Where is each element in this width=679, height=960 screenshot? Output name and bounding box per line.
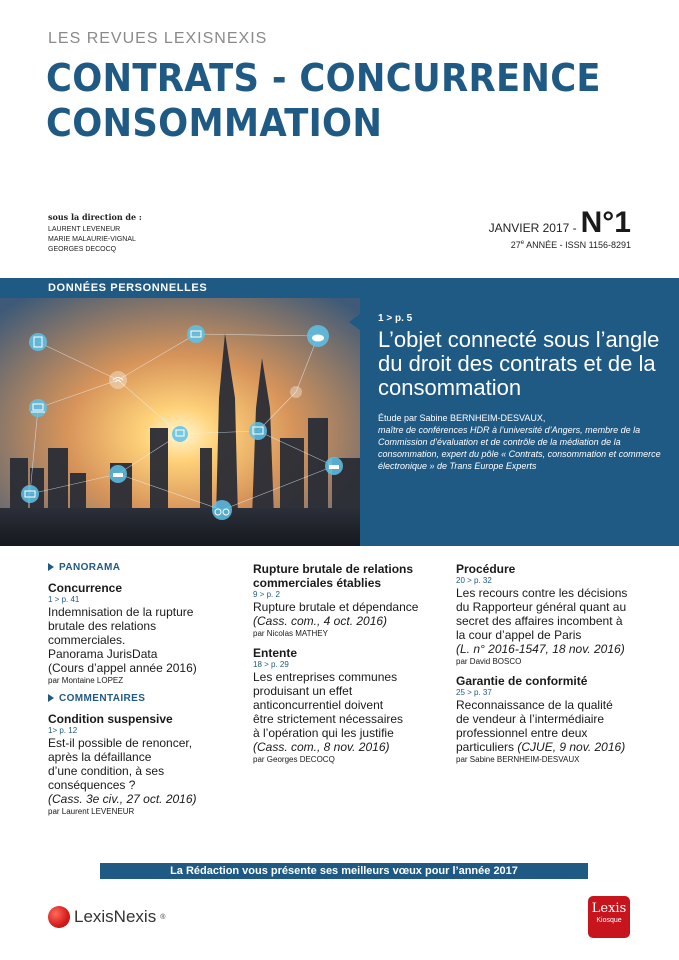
director-name: GEORGES DECOCQ xyxy=(48,246,117,253)
series-name: LES REVUES LEXISNEXIS xyxy=(48,30,268,47)
printer-icon xyxy=(21,485,39,503)
wifi-icon xyxy=(109,371,127,389)
article-text-line: Panorama JurisData xyxy=(48,647,158,661)
article-page-ref: 1 > p. 41 xyxy=(48,595,80,604)
issue-year-issn: 27e ANNÉE - ISSN 1156-8291 xyxy=(510,240,631,250)
article-author: par Montaine LOPEZ xyxy=(48,676,124,685)
feature-title: L’objet connecté sous l’angle du droit des contrats et de la consommation xyxy=(378,327,660,400)
article-citation: (L. n° 2016-1547, 18 nov. 2016) xyxy=(456,642,625,656)
article-text-line: d’une condition, à ses xyxy=(48,764,165,778)
article-text-line: Reconnaissance de la qualité xyxy=(456,698,613,712)
article-citation: (Cass. com., 4 oct. 2016) xyxy=(253,614,388,628)
tablet-icon xyxy=(29,333,47,351)
article-entente[interactable] xyxy=(253,646,438,764)
feature-author-description: maître de conférences HDR à l’université d’Angers, membre de la Commission d’évaluation et de contrôle de la médiation de la consommation, expert du pôle « Contrats, consommation et commerce électronique » de Trans Europe Experts xyxy=(378,425,661,471)
article-page-ref: 20 > p. 32 xyxy=(456,576,492,585)
column-3 xyxy=(456,562,646,772)
article-text-line: Est-il possible de renoncer, xyxy=(48,736,193,750)
article-heading: commerciales établies xyxy=(253,576,382,590)
article-heading: Entente xyxy=(253,646,298,660)
article-text-line: commerciales. xyxy=(48,633,126,647)
triangle-right-icon xyxy=(48,694,54,702)
article-page-ref: 18 > p. 29 xyxy=(253,660,289,669)
article-page-ref: 9 > p. 2 xyxy=(253,590,280,599)
article-page-ref: 25 > p. 37 xyxy=(456,688,492,697)
article-text-line: être strictement nécessaires xyxy=(253,712,404,726)
lexisnexis-logo xyxy=(48,906,165,928)
article-procedure[interactable] xyxy=(456,562,646,666)
issue-number: N°1 xyxy=(580,206,631,239)
section-panorama: PANORAMA xyxy=(48,562,233,573)
article-text-line: produisant un effet xyxy=(253,684,353,698)
feature-rubrique: DONNÉES PERSONNELLES xyxy=(0,278,360,298)
printer-icon xyxy=(187,325,205,343)
article-concurrence[interactable] xyxy=(48,581,233,685)
article-heading: Garantie de conformité xyxy=(456,674,588,688)
article-page-ref: 1> p. 12 xyxy=(48,726,78,735)
greetings-banner: La Rédaction vous présente ses meilleurs vœux pour l’année 2017 xyxy=(100,863,588,879)
article-text-line: conséquences ? xyxy=(48,778,136,792)
article-text-line: à l’opération qui les justifie xyxy=(253,726,394,740)
direction-label: sous la direction de : xyxy=(48,212,142,222)
article-citation: (Cass. com., 8 nov. 2016) xyxy=(253,740,390,754)
article-heading: Concurrence xyxy=(48,581,123,595)
section-commentaires: COMMENTAIRES xyxy=(48,693,233,704)
article-text-line: anticoncurrentiel doivent xyxy=(253,698,384,712)
kiosque-top-label: Lexis xyxy=(591,901,627,916)
article-author: par Laurent LEVENEUR xyxy=(48,807,135,816)
cover-photo xyxy=(0,298,360,546)
publisher-name: LexisNexis xyxy=(74,907,157,926)
article-heading: Condition suspensive xyxy=(48,712,173,726)
article-text-line: brutale des relations xyxy=(48,619,157,633)
director-name: MARIE MALAURIE-VIGNAL xyxy=(48,236,136,243)
article-garantie-conformite[interactable] xyxy=(456,674,646,764)
article-text-line: Rupture brutale et dépendance xyxy=(253,600,419,614)
monitor-icon xyxy=(172,426,188,442)
feature-article[interactable] xyxy=(378,313,668,472)
article-condition-suspensive[interactable] xyxy=(48,712,233,816)
director-name: LAURENT LEVENEUR xyxy=(48,226,121,233)
article-text-line: Indemnisation de la rupture xyxy=(48,605,194,619)
article-author: par David BOSCO xyxy=(456,657,522,666)
lexis-kiosque-badge xyxy=(588,896,630,938)
laptop-icon xyxy=(29,399,47,417)
kiosque-bottom-label: Kiosque xyxy=(596,917,622,924)
editorial-direction xyxy=(48,212,142,255)
article-citation: (Cass. 3e civ., 27 oct. 2016) xyxy=(48,792,197,806)
article-text-line: professionnel entre deux xyxy=(456,726,588,740)
issue-info xyxy=(489,208,631,250)
title-line-2: CONSOMMATION xyxy=(46,101,383,145)
journal-title xyxy=(46,56,601,146)
article-text-line: la cour d’appel de Paris xyxy=(456,628,582,642)
article-text-line: de vendeur à l’intermédiaire xyxy=(456,712,605,726)
car-icon xyxy=(109,465,127,483)
article-text-line: secret des affaires incombent à xyxy=(456,614,623,628)
article-text-line: particuliers (CJUE, 9 nov. 2016) xyxy=(456,740,626,754)
article-heading: Rupture brutale de relations xyxy=(253,562,414,576)
registered-mark: ® xyxy=(160,913,166,921)
title-line-1: CONTRATS - CONCURRENCE xyxy=(46,56,601,100)
monitor-icon xyxy=(249,422,267,440)
article-rupture-brutale[interactable] xyxy=(253,562,438,638)
article-author: par Sabine BERNHEIM-DESVAUX xyxy=(456,755,580,764)
feature-pointer xyxy=(349,314,360,330)
article-heading: Procédure xyxy=(456,562,516,576)
article-text-line: Les recours contre les décisions xyxy=(456,586,628,600)
article-text-line: Les entreprises communes xyxy=(253,670,398,684)
bicycle-icon xyxy=(212,500,232,520)
article-author: par Georges DECOCQ xyxy=(253,755,335,764)
feature-author: Étude par Sabine BERNHEIM-DESVAUX, xyxy=(378,413,546,423)
issue-date: JANVIER 2017 - xyxy=(488,221,577,235)
article-author: par Nicolas MATHEY xyxy=(253,629,328,638)
car-icon xyxy=(325,457,343,475)
article-text-line: du Rapporteur général quant au xyxy=(456,600,627,614)
article-text-line: après la défaillance xyxy=(48,750,152,764)
cloud-icon xyxy=(307,325,329,347)
wifi-icon xyxy=(290,386,302,398)
triangle-right-icon xyxy=(48,563,54,571)
column-1 xyxy=(48,562,233,824)
article-text-line: (Cours d’appel année 2016) xyxy=(48,661,197,675)
feature-page-ref: 1 > p. 5 xyxy=(378,313,413,324)
lexisnexis-globe-icon xyxy=(48,906,70,928)
column-2 xyxy=(253,562,438,772)
